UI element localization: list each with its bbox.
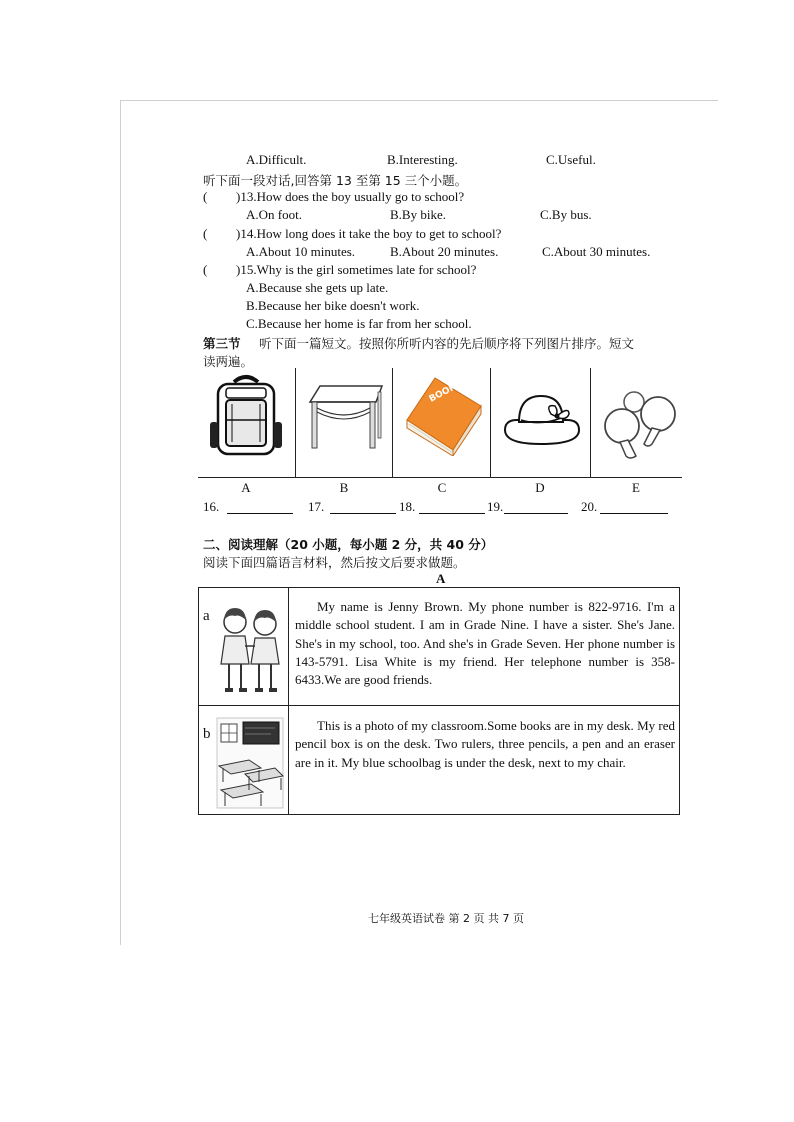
q13-stem: )13.How does the boy usually go to school? <box>236 189 465 204</box>
blank-17-number: 17. <box>308 499 325 514</box>
q13-option-b: B.By bike. <box>390 207 446 222</box>
strip-baseline <box>198 477 682 478</box>
passage-b-body: This is a photo of my classroom.Some books are in my desk. My red pencil box is on the desk. Two rulers, three pencils, a pen and an eraser are in it. My blue schoolbag is under the desk, next to my chair. <box>295 718 675 770</box>
q15-option-c: C.Because her home is far from her school. <box>246 316 472 331</box>
passage-a-body: My name is Jenny Brown. My phone number is 822-9716. I'm a middle school student. I am in Grade Nine. I have a sister. She's Jane. She's in my school, too. And she's in Grade Seven. Her phone number is 143-5791. Lisa White is my friend. Her telephone number is 358-6433.We are good friends. <box>295 599 675 688</box>
picture-strip <box>198 368 682 498</box>
reading-table <box>198 587 680 815</box>
dialogue-intro: 听下面一段对话,回答第 13 至第 15 三个小题。 <box>203 173 468 188</box>
hat-icon <box>501 390 583 450</box>
q15-stem: )15.Why is the girl sometimes late for school? <box>236 262 477 277</box>
part2-title: 二、阅读理解（20 小题，每小题 2 分，共 40 分） <box>203 537 494 552</box>
q14-stem: )14.How long does it take the boy to get to school? <box>236 226 502 241</box>
q15-paren: ( <box>203 262 208 277</box>
q12-option-b: B.Interesting. <box>387 152 458 167</box>
blank-18-number: 18. <box>399 499 416 514</box>
classroom-illustration-icon <box>215 716 285 810</box>
q13-option-c: C.By bus. <box>540 207 592 222</box>
picture-label-e: E <box>632 480 640 495</box>
blank-17-line[interactable] <box>330 513 396 514</box>
table-column-divider <box>288 588 289 814</box>
passage-b-text <box>295 717 675 772</box>
q14-paren: ( <box>203 226 208 241</box>
blank-16-line[interactable] <box>227 513 293 514</box>
passage-a-letter: a <box>203 608 210 624</box>
passage-a-text <box>295 598 675 689</box>
q14-option-c: C.About 30 minutes. <box>542 244 651 259</box>
blank-20-number: 20. <box>581 499 598 514</box>
blank-20-line[interactable] <box>600 513 668 514</box>
picture-label-c: C <box>437 480 447 495</box>
backpack-icon <box>208 374 284 458</box>
section3-line2: 读两遍。 <box>203 354 254 369</box>
q12-option-c: C.Useful. <box>546 152 596 167</box>
table-row-divider <box>199 705 679 706</box>
page-footer: 七年级英语试卷 第 2 页 共 7 页 <box>368 912 524 925</box>
q13-paren: ( <box>203 189 208 204</box>
ping-pong-paddles-icon <box>600 384 680 464</box>
q13-option-a: A.On foot. <box>246 207 302 222</box>
strip-divider <box>392 368 393 478</box>
book-icon <box>401 376 483 456</box>
page-border-top <box>120 100 718 101</box>
picture-label-d: D <box>535 480 545 495</box>
section3-title: 第三节 <box>203 336 241 351</box>
picture-label-a: A <box>241 480 251 495</box>
section3-line1: 听下面一篇短文。按照你所听内容的先后顺序将下列图片排序。短文 <box>259 336 635 351</box>
q15-option-a: A.Because she gets up late. <box>246 280 389 295</box>
q14-option-a: A.About 10 minutes. <box>246 244 356 259</box>
part2-instruction: 阅读下面四篇语言材料，然后按文后要求做题。 <box>203 555 466 570</box>
q15-option-b: B.Because her bike doesn't work. <box>246 298 420 313</box>
blank-18-line[interactable] <box>419 513 485 514</box>
children-illustration-icon <box>217 602 283 698</box>
strip-divider <box>490 368 491 478</box>
q12-option-a: A.Difficult. <box>246 152 307 167</box>
strip-divider <box>590 368 591 478</box>
page-border-left <box>120 100 121 945</box>
blank-19-number: 19. <box>487 499 504 514</box>
passage-b-letter: b <box>203 726 211 742</box>
blank-19-line[interactable] <box>504 513 568 514</box>
blank-16-number: 16. <box>203 499 220 514</box>
picture-label-b: B <box>339 480 349 495</box>
desk-icon <box>306 382 384 450</box>
book-cover-text: BOOK <box>427 382 459 405</box>
q14-option-b: B.About 20 minutes. <box>390 244 499 259</box>
strip-divider <box>295 368 296 478</box>
passage-label: A <box>436 571 446 586</box>
